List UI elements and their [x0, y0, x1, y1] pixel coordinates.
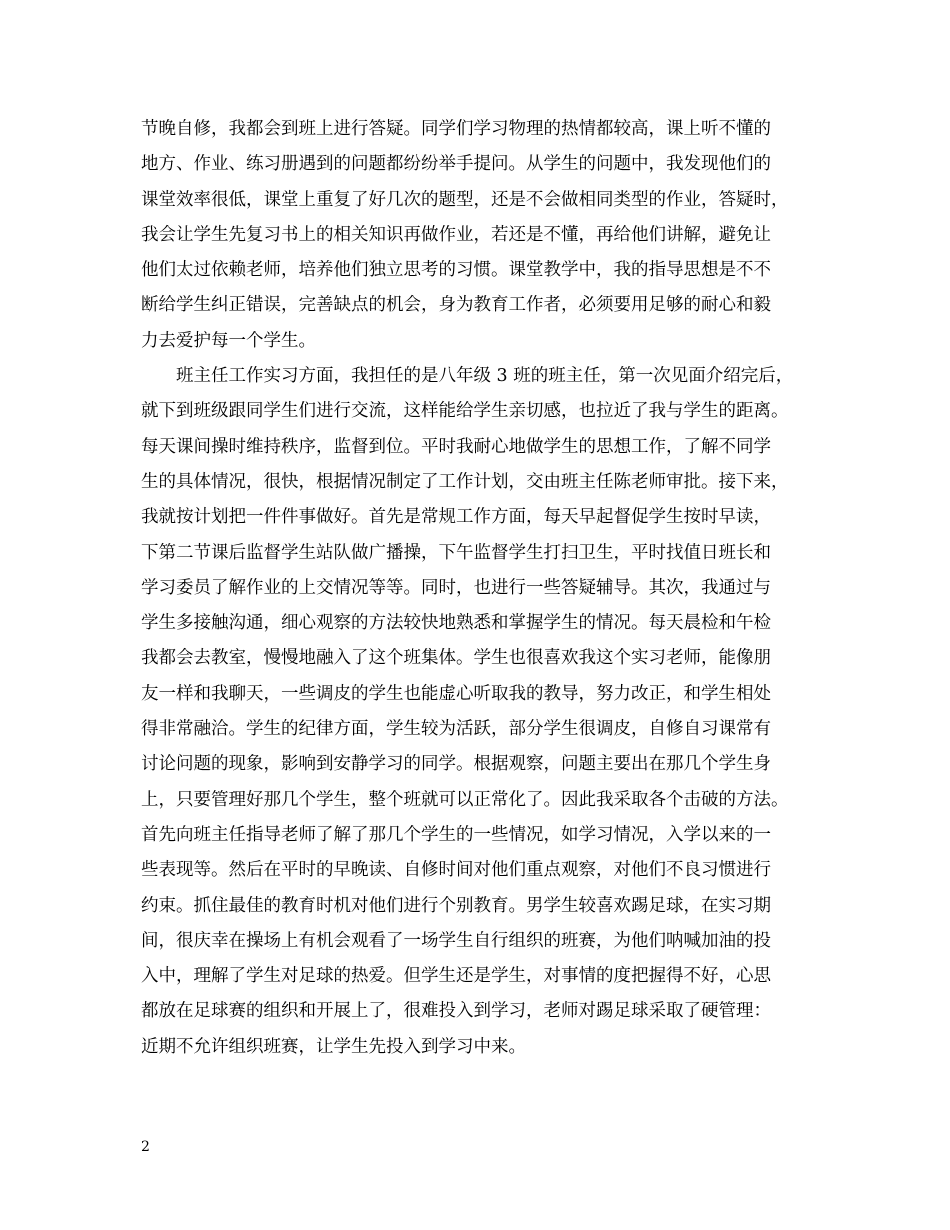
text-line: 就下到班级跟同学生们进行交流，这样能给学生亲切感，也拉近了我与学生的距离。: [141, 401, 789, 422]
text-line: 班主任工作实习方面，我担任的是八年级 3 班的班主任，第一次见面介绍完后，: [176, 366, 794, 387]
text-line: 学生多接触沟通，细心观察的方法较快地熟悉和掌握学生的情况。每天晨检和午检: [141, 613, 771, 634]
text-line: 力去爱护每一个学生。: [141, 330, 316, 351]
text-line: 近期不允许组织班赛，让学生先投入到学习中来。: [141, 1036, 526, 1057]
body-text: [141, 112, 831, 1065]
text-line: 间，很庆幸在操场上有机会观看了一场学生自行组织的班赛，为他们呐喊加油的投: [141, 930, 771, 951]
paragraph-2: [141, 359, 831, 1065]
text-line: 我就按计划把一件件事做好。首先是常规工作方面，每天早起督促学生按时早读，: [141, 507, 771, 528]
paragraph-1: [141, 112, 831, 359]
text-line: 学习委员了解作业的上交情况等等。同时，也进行一些答疑辅导。其次，我通过与: [141, 577, 771, 598]
text-line: 每天课间操时维持秩序，监督到位。平时我耐心地做学生的思想工作，了解不同学: [141, 436, 771, 457]
page-number: 2: [141, 1139, 150, 1155]
text-line: 都放在足球赛的组织和开展上了，很难投入到学习，老师对踢足球采取了硬管理：: [141, 1001, 771, 1022]
text-line: 上，只要管理好那几个学生，整个班就可以正常化了。因此我采取各个击破的方法。: [141, 789, 789, 810]
text-line: 首先向班主任指导老师了解了那几个学生的一些情况，如学习情况，入学以来的一: [141, 824, 771, 845]
text-line: 讨论问题的现象，影响到安静学习的同学。根据观察，问题主要出在那几个学生身: [141, 754, 771, 775]
text-line: 得非常融洽。学生的纪律方面，学生较为活跃，部分学生很调皮，自修自习课常有: [141, 719, 771, 740]
text-line: 断给学生纠正错误，完善缺点的机会，身为教育工作者，必须要用足够的耐心和毅: [141, 295, 771, 316]
text-line: 入中，理解了学生对足球的热爱。但学生还是学生，对事情的度把握得不好，心思: [141, 966, 771, 987]
text-line: 生的具体情况，很快，根据情况制定了工作计划，交由班主任陈老师审批。接下来，: [141, 471, 789, 492]
text-line: 些表现等。然后在平时的早晚读、自修时间对他们重点观察，对他们不良习惯进行: [141, 860, 771, 881]
text-line: 他们太过依赖老师，培养他们独立思考的习惯。课堂教学中，我的指导思想是不不: [141, 260, 771, 281]
text-line: 地方、作业、练习册遇到的问题都纷纷举手提问。从学生的问题中，我发现他们的: [141, 154, 771, 175]
text-line: 下第二节课后监督学生站队做广播操，下午监督学生打扫卫生，平时找值日班长和: [141, 542, 771, 563]
text-line: 课堂效率很低，课堂上重复了好几次的题型，还是不会做相同类型的作业，答疑时，: [141, 189, 789, 210]
text-line: 节晚自修，我都会到班上进行答疑。同学们学习物理的热情都较高，课上听不懂的: [141, 119, 771, 139]
text-line: 约束。抓住最佳的教育时机对他们进行个别教育。男学生较喜欢踢足球，在实习期: [141, 895, 771, 916]
text-line: 我都会去教室，慢慢地融入了这个班集体。学生也很喜欢我这个实习老师，能像朋: [141, 648, 771, 669]
text-line: 我会让学生先复习书上的相关知识再做作业，若还是不懂，再给他们讲解，避免让: [141, 224, 771, 245]
text-line: 友一样和我聊天，一些调皮的学生也能虚心听取我的教导，努力改正，和学生相处: [141, 683, 771, 704]
